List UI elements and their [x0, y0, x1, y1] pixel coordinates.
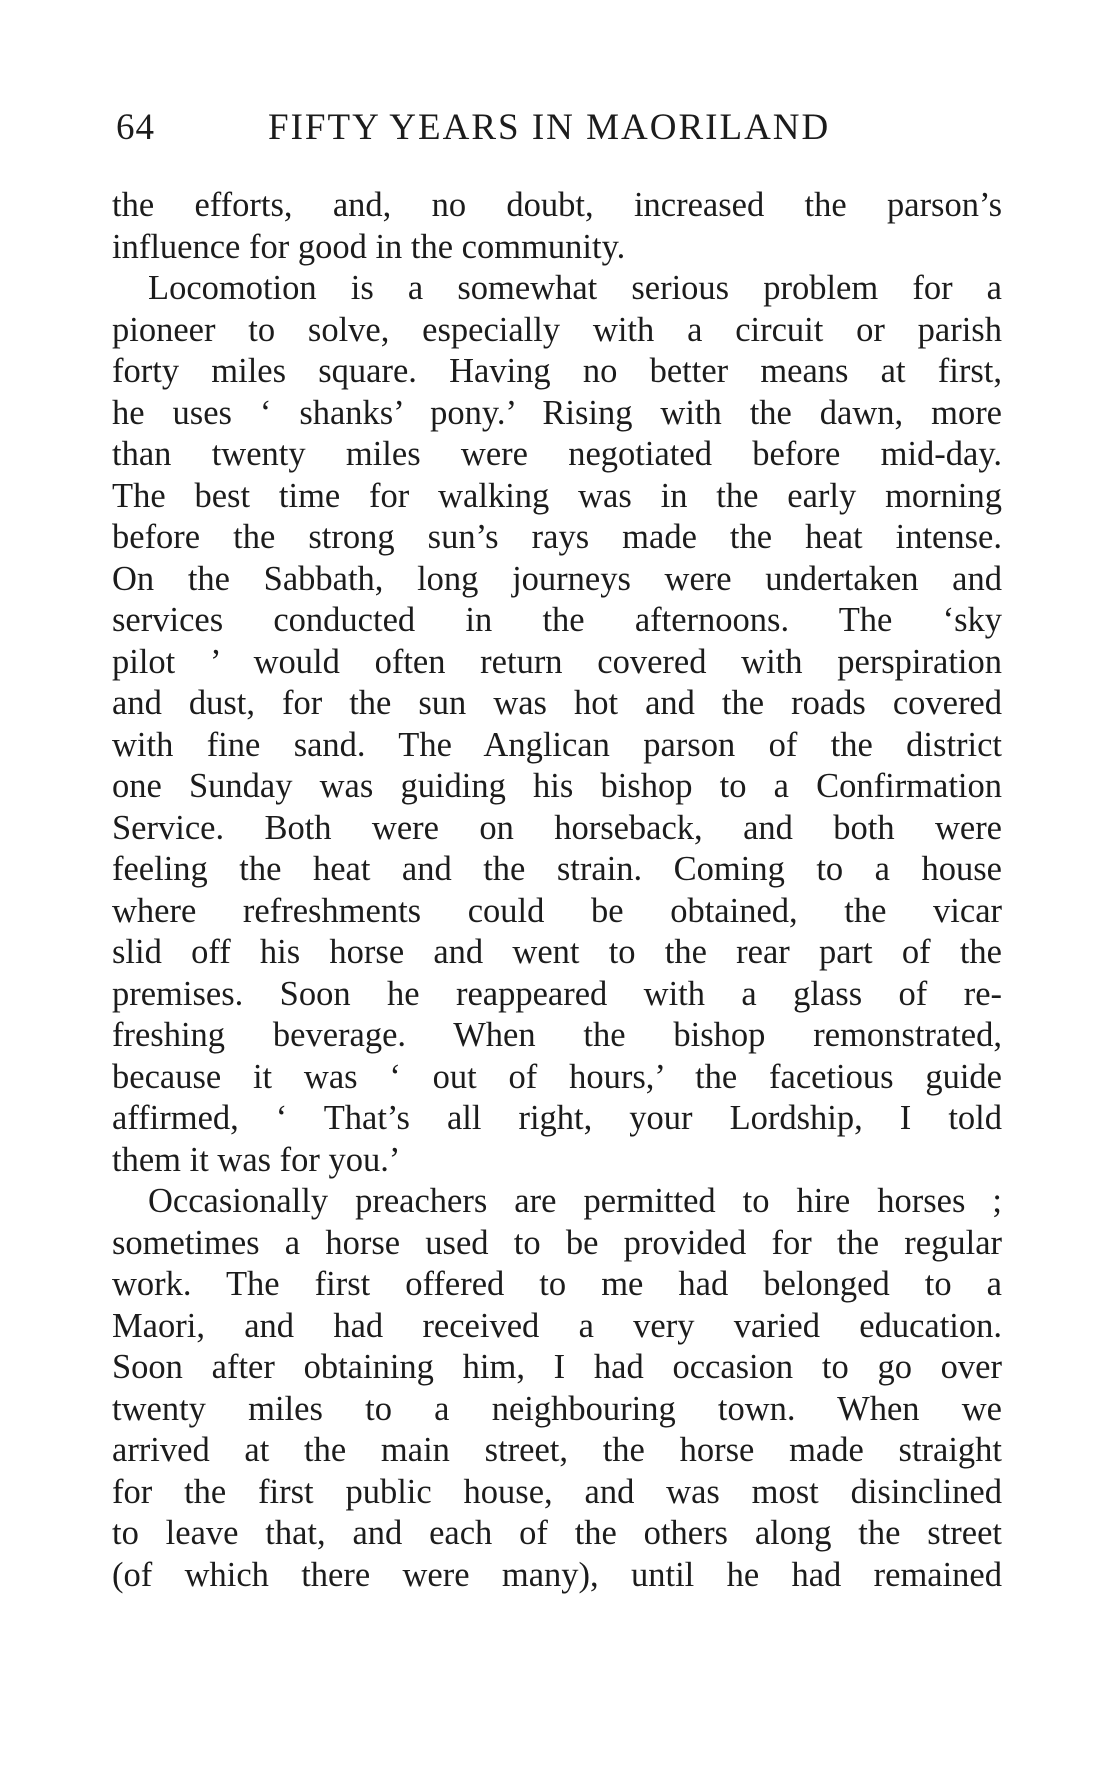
text-line: work. The first offered to me had belonged to a [112, 1265, 1002, 1303]
text-line: one Sunday was guiding his bishop to a Confirmation [112, 767, 1002, 805]
text-line: the efforts, and, no doubt, increased the parson’s [112, 186, 1002, 224]
text-line: to leave that, and each of the others along the street [112, 1514, 1002, 1552]
text-line: because it was ‘ out of hours,’ the facetious guide [112, 1057, 1002, 1096]
running-title: FIFTY YEARS IN MAORILAND [268, 107, 831, 148]
text-line: where refreshments could be obtained, the vicar [112, 891, 1002, 930]
text-line: pioneer to solve, especially with a circuit or parish [112, 310, 1002, 349]
text-line: Service. Both were on horseback, and both were [112, 808, 1002, 847]
text-line: sometimes a horse used to be provided for the regular [112, 1223, 1002, 1262]
text-line: he uses ‘ shanks’ pony.’ Rising with the dawn, more [112, 393, 1002, 432]
text-line: influence for good in the community. [112, 227, 626, 266]
text-line: slid off his horse and went to the rear part of the [112, 933, 1002, 971]
text-line: with fine sand. The Anglican parson of the district [112, 725, 1002, 764]
page-number: 64 [116, 107, 155, 148]
text-line: freshing beverage. When the bishop remonstrated, [112, 1016, 1002, 1054]
text-line: pilot ’ would often return covered with perspiration [112, 642, 1002, 681]
text-line: Maori, and had received a very varied education. [112, 1306, 1002, 1345]
text-line: Locomotion is a somewhat serious problem for a [148, 269, 1002, 307]
text-line: premises. Soon he reappeared with a glass of re- [112, 974, 1002, 1013]
text-line: and dust, for the sun was hot and the roads covered [112, 684, 1002, 722]
text-line: Soon after obtaining him, I had occasion to go over [112, 1348, 1002, 1386]
text-line: services conducted in the afternoons. The ‘sky [112, 601, 1002, 639]
text-line: them it was for you.’ [112, 1140, 401, 1179]
text-line: twenty miles to a neighbouring town. When we [112, 1389, 1002, 1428]
text-line: feeling the heat and the strain. Coming to a house [112, 850, 1002, 888]
text-line: forty miles square. Having no better means at first, [112, 352, 1002, 390]
text-line: affirmed, ‘ That’s all right, your Lordship, I told [112, 1099, 1002, 1137]
text-line: The best time for walking was in the early morning [112, 476, 1002, 515]
text-line: On the Sabbath, long journeys were undertaken and [112, 559, 1002, 598]
text-line: Occasionally preachers are permitted to hire horses ; [148, 1182, 1002, 1220]
text-line: than twenty miles were negotiated before mid-day. [112, 435, 1002, 473]
text-line: (of which there were many), until he had remained [112, 1555, 1002, 1594]
text-line: before the strong sun’s rays made the heat intense. [112, 518, 1002, 556]
body-text [112, 185, 1002, 1596]
running-head [116, 106, 856, 156]
text-line: for the first public house, and was most disinclined [112, 1472, 1002, 1511]
text-line: arrived at the main street, the horse made straight [112, 1431, 1002, 1469]
